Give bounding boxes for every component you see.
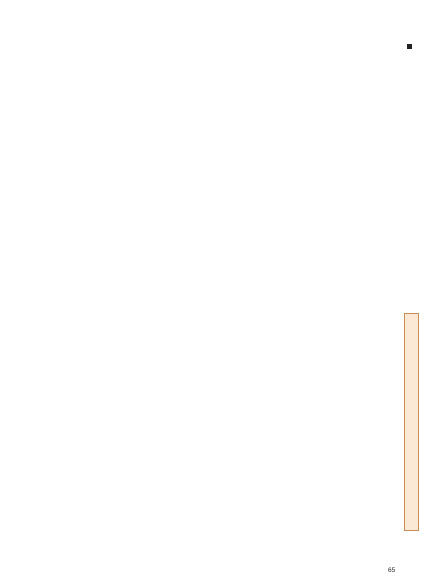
right-paragraph-4 bbox=[211, 101, 376, 110]
right-paragraph-1 bbox=[211, 62, 376, 71]
right-subheading-1 bbox=[211, 81, 376, 91]
left-paragraph-2 bbox=[38, 83, 203, 92]
left-subheading-2 bbox=[38, 113, 203, 123]
left-paragraph-1 bbox=[38, 62, 203, 71]
left-paragraph-3 bbox=[38, 92, 203, 101]
left-subheading-1 bbox=[38, 72, 203, 82]
left-column bbox=[38, 62, 203, 557]
page-number: 65 bbox=[388, 567, 396, 574]
right-subheading-2 bbox=[211, 111, 376, 121]
left-paragraph-4 bbox=[38, 123, 203, 132]
right-paragraph-5 bbox=[211, 122, 376, 131]
right-paragraph-2 bbox=[211, 71, 376, 80]
right-paragraph-3 bbox=[211, 92, 376, 101]
journal-banner bbox=[404, 313, 419, 531]
right-column bbox=[211, 62, 376, 557]
running-head bbox=[403, 44, 415, 53]
left-section-heading bbox=[38, 102, 203, 112]
running-head-square-icon bbox=[407, 44, 412, 49]
